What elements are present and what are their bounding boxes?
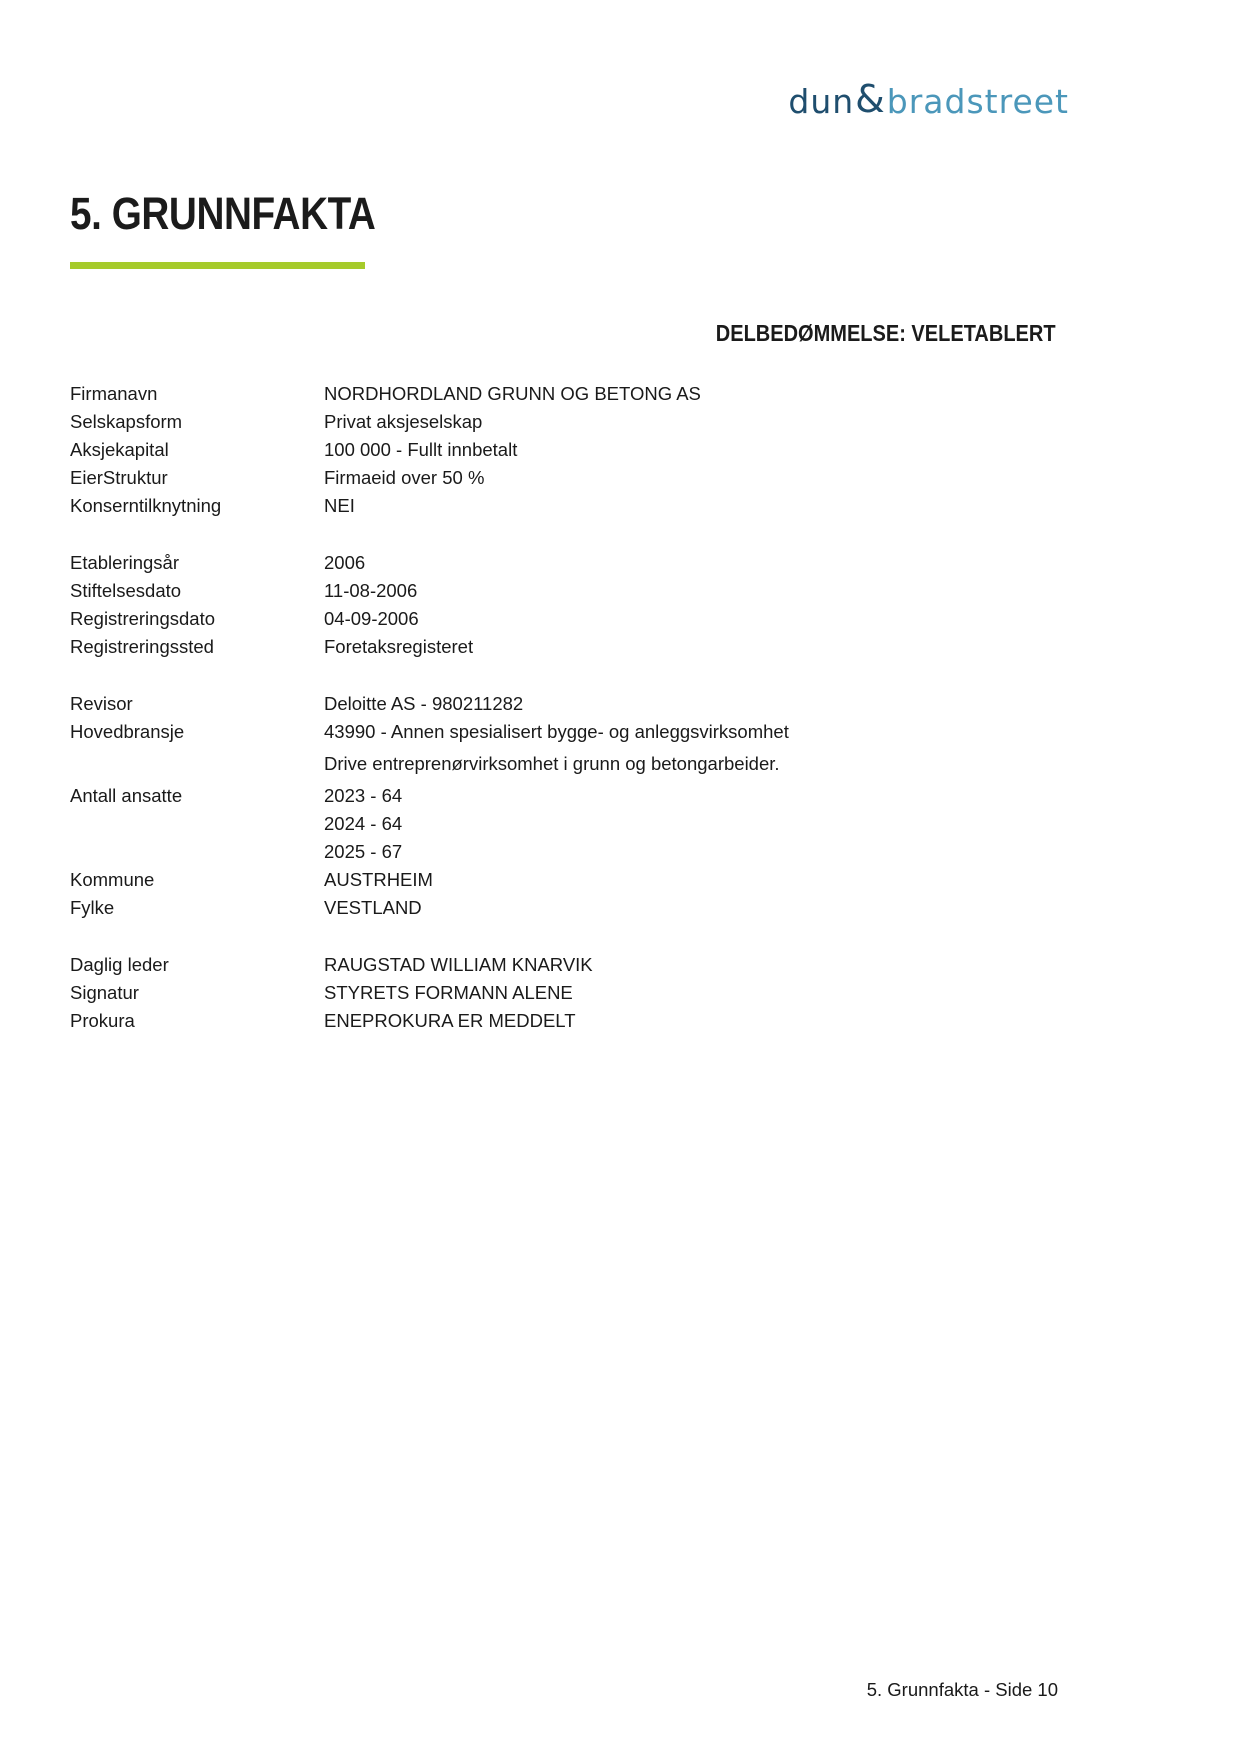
rating-heading: DELBEDØMMELSE: VELETABLERT — [716, 320, 1056, 346]
fact-value: 2024 - 64 — [324, 813, 403, 834]
section-gap — [70, 520, 1070, 549]
section-gap — [70, 661, 1070, 690]
fact-row-fylke — [70, 894, 1070, 922]
fact-label: Aksjekapital — [70, 439, 169, 460]
fact-value: 2025 - 67 — [324, 841, 403, 862]
fact-row-prokura — [70, 1007, 1070, 1035]
fact-label: Etableringsår — [70, 552, 180, 573]
fact-value: Drive entreprenørvirksomhet i grunn og betongarbeider. — [324, 753, 780, 774]
fact-value: STYRETS FORMANN ALENE — [324, 982, 573, 1003]
fact-row-firmanavn — [70, 380, 1070, 408]
fact-value: 11-08-2006 — [324, 580, 418, 601]
fact-label: Registreringsdato — [70, 608, 215, 629]
fact-label: Daglig leder — [70, 954, 169, 975]
fact-value: 100 000 - Fullt innbetalt — [324, 439, 518, 460]
fact-row-etableringsar — [70, 549, 1070, 577]
facts-table — [70, 380, 1070, 1035]
fact-value: NORDHORDLAND GRUNN OG BETONG AS — [324, 383, 701, 404]
fact-label: Registreringssted — [70, 636, 214, 657]
fact-row-kommune — [70, 866, 1070, 894]
fact-label: Fylke — [70, 897, 115, 918]
fact-row-stiftelsesdato — [70, 577, 1070, 605]
fact-row-beskrivelse — [70, 746, 1070, 782]
page-footer: 5. Grunnfakta - Side 10 — [866, 1679, 1058, 1700]
fact-label: Stiftelsesdato — [70, 580, 182, 601]
fact-value: Privat aksjeselskap — [324, 411, 483, 432]
fact-row-aksjekapital — [70, 436, 1070, 464]
fact-value: AUSTRHEIM — [324, 869, 433, 890]
fact-value: VESTLAND — [324, 897, 422, 918]
fact-row-antall-ansatte — [70, 782, 1070, 810]
section-gap — [70, 922, 1070, 951]
logo-ampersand: & — [855, 77, 886, 121]
fact-label: Signatur — [70, 982, 139, 1003]
fact-value: Firmaeid over 50 % — [324, 467, 485, 488]
fact-row-konserntilknytning — [70, 492, 1070, 520]
fact-value: 2006 — [324, 552, 366, 573]
fact-label: Selskapsform — [70, 411, 183, 432]
fact-label: Revisor — [70, 693, 133, 714]
fact-label: EierStruktur — [70, 467, 168, 488]
fact-label: Firmanavn — [70, 383, 158, 404]
fact-value: Foretaksregisteret — [324, 636, 474, 657]
fact-value: RAUGSTAD WILLIAM KNARVIK — [324, 954, 593, 975]
dun-bradstreet-logo — [788, 77, 1069, 121]
fact-row-hovedbransje — [70, 718, 1070, 746]
fact-row-signatur — [70, 979, 1070, 1007]
fact-value: 43990 - Annen spesialisert bygge- og anleggsvirksomhet — [324, 721, 789, 742]
fact-row-registreringsdato — [70, 605, 1070, 633]
fact-row-antall-ansatte-2 — [70, 810, 1070, 838]
fact-row-antall-ansatte-3 — [70, 838, 1070, 866]
fact-value: 04-09-2006 — [324, 608, 419, 629]
fact-row-registreringssted — [70, 633, 1070, 661]
fact-label: Konserntilknytning — [70, 495, 222, 516]
fact-value: 2023 - 64 — [324, 785, 403, 806]
fact-value: Deloitte AS - 980211282 — [324, 693, 524, 714]
fact-value: NEI — [324, 495, 355, 516]
logo-bradstreet-text: bradstreet — [886, 82, 1069, 121]
fact-label: Kommune — [70, 869, 155, 890]
fact-label: Prokura — [70, 1010, 135, 1031]
page-title: 5. GRUNNFAKTA — [70, 188, 376, 239]
fact-label: Hovedbransje — [70, 721, 185, 742]
fact-row-revisor — [70, 690, 1070, 718]
fact-row-selskapsform — [70, 408, 1070, 436]
fact-row-eierstruktur — [70, 464, 1070, 492]
logo-dun-text: dun — [788, 82, 855, 121]
fact-row-daglig-leder — [70, 951, 1070, 979]
title-underline — [70, 262, 365, 269]
fact-label: Antall ansatte — [70, 785, 183, 806]
fact-value: ENEPROKURA ER MEDDELT — [324, 1010, 576, 1031]
